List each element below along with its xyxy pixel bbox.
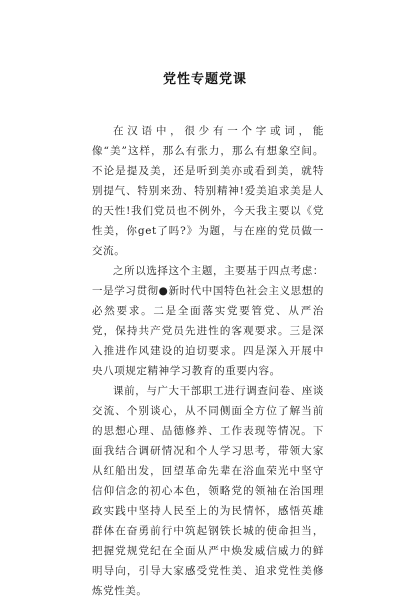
document-body (92, 121, 324, 601)
paragraph-2: 之所以选择这个主题，主要基于四点考虑：一是学习贯彻●新时代中国特色社会主义思想的必然要求。二是全面落实党要管党、从严治党，保持共产党员先进性的客观要求。三是深入推进作风建设的迫切要求。四是深入开展中央八项规定精神学习教育的重要内容。 (92, 265, 324, 377)
paragraph-3: 课前，与广大干部职工进行调查问卷、座谈交流、个别谈心，从不同侧面全方位了解当前的思想心理、品德修养、工作表现等情况。下面我结合调研情况和个人学习思考，带领大家从红船出发，回望革命先辈在浴血荣光中坚守信仰信念的初心本色，领略党的领袖在治国理政实践中坚持人民至上的为民情怀，感悟英雄群体在奋勇前行中筑起钢铁长城的使命担当，把握党规党纪在全面从严中焕发威信威力的鲜明导向，引导大家感受党性美、追求党性美修炼党性美。 (92, 385, 324, 597)
document-title: 党性专题党课 (162, 72, 247, 87)
paragraph-1: 在汉语中，很少有一个字或词，能像“美”这样，那么有张力，那么有想象空间。不论是提及美，还是听到美亦或看到美，就特别提气、特别来劲、特别精神!爱美追求美是人的天性!我们党员也不例外，今天我主要以《党性美，你get了吗?》为题，与在座的党员做一交流。 (92, 125, 324, 257)
